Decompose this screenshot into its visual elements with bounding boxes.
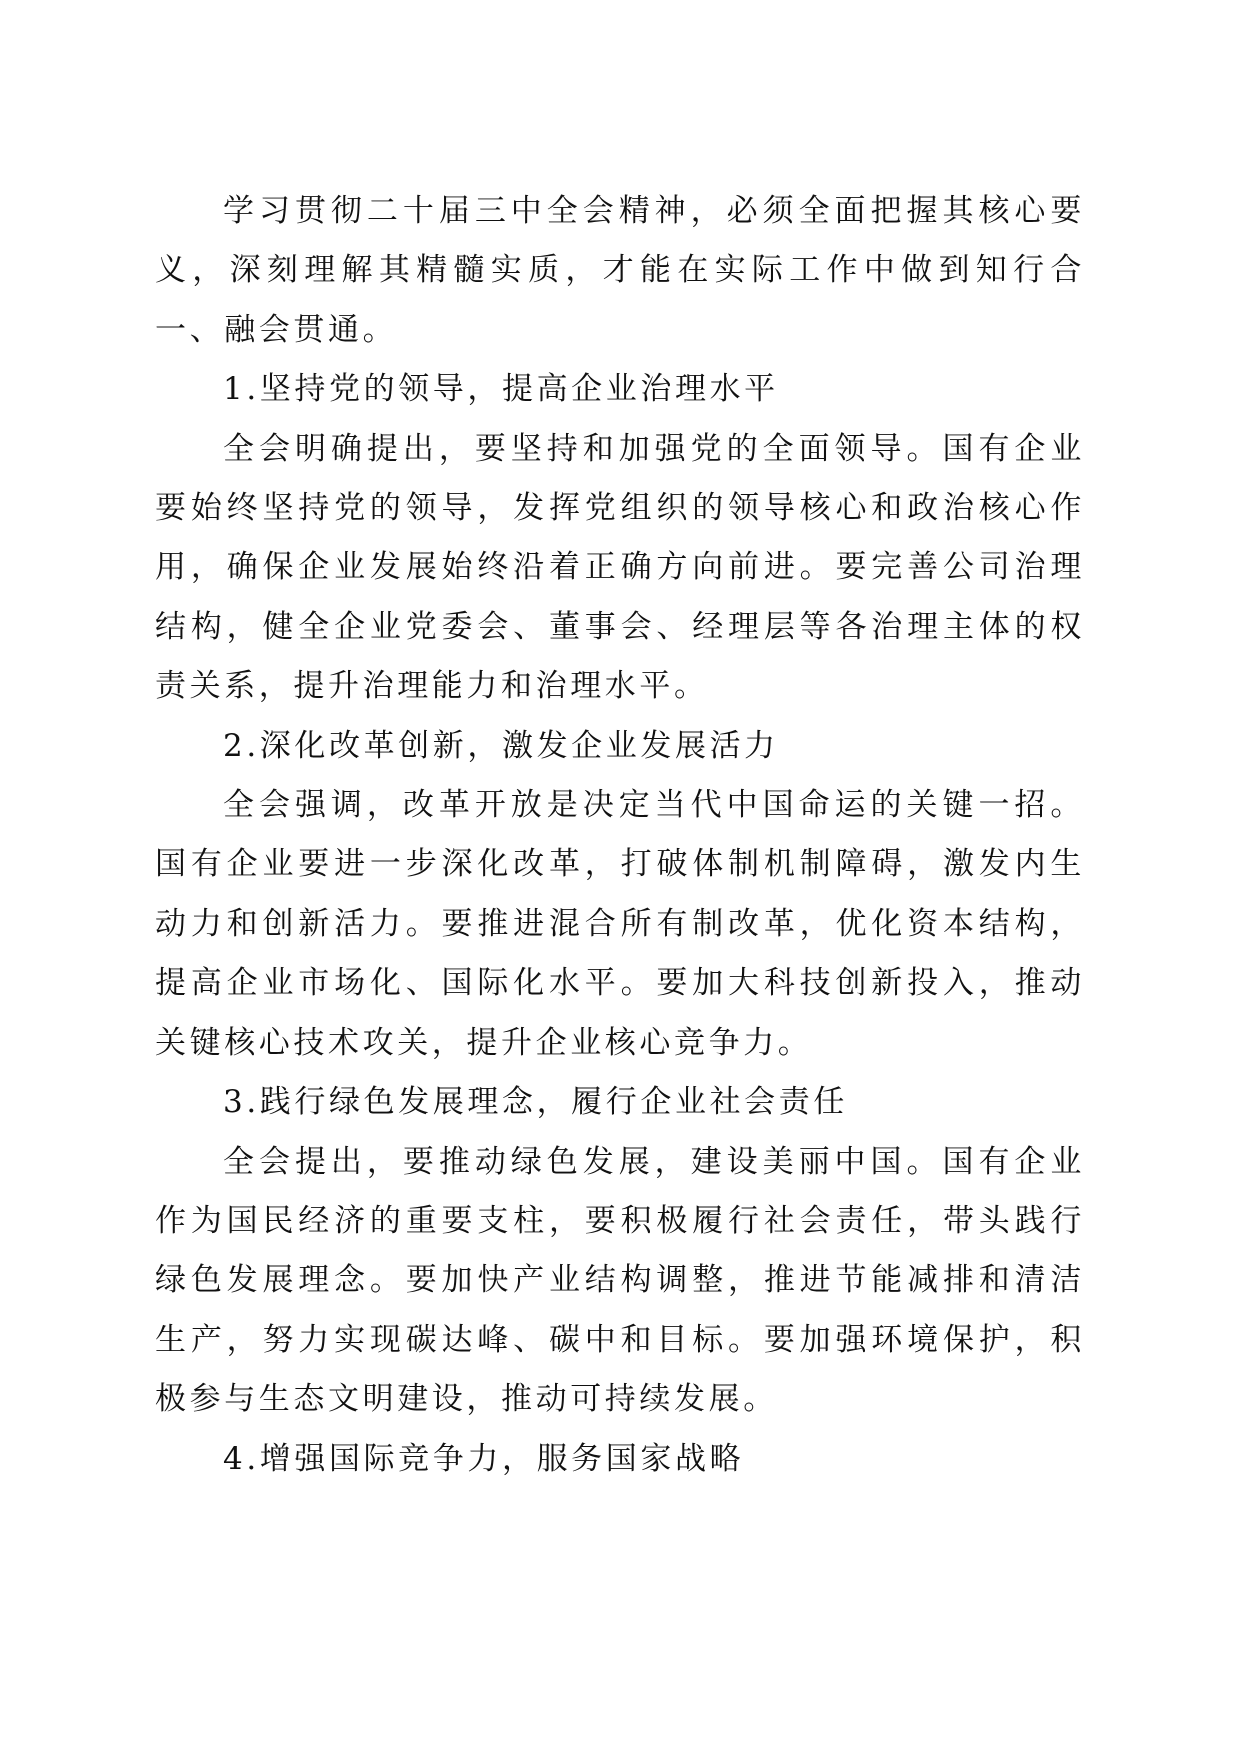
section-paragraph-2: 全会强调，改革开放是决定当代中国命运的关键一招。国有企业要进一步深化改革，打破体制机制障碍，激发内生动力和创新活力。要推进混合所有制改革，优化资本结构，提高企业市场化、国际化水平。要加大科技创新投入，推动关键核心技术攻关，提升企业核心竞争力。 bbox=[155, 787, 1085, 1061]
section-heading-3: 3.践行绿色发展理念，履行企业社会责任 bbox=[223, 1084, 848, 1121]
section-paragraph-3: 全会提出，要推动绿色发展，建设美丽中国。国有企业作为国民经济的重要支柱，要积极履行社会责任，带头践行绿色发展理念。要加快产业结构调整，推进节能减排和清洁生产，努力实现碳达峰、碳中和目标。要加强环境保护，积极参与生态文明建设，推动可持续发展。 bbox=[155, 1143, 1085, 1418]
document-body bbox=[155, 182, 1085, 1489]
section-heading-4: 4.增强国际竞争力，服务国家战略 bbox=[223, 1440, 745, 1477]
intro-paragraph: 学习贯彻二十届三中全会精神，必须全面把握其核心要义，深刻理解其精髓实质，才能在实际工作中做到知行合一、融会贯通。 bbox=[155, 193, 1085, 348]
section-paragraph-1: 全会明确提出，要坚持和加强党的全面领导。国有企业要始终坚持党的领导，发挥党组织的领导核心和政治核心作用，确保企业发展始终沿着正确方向前进。要完善公司治理结构，健全企业党委会、董事会、经理层等各治理主体的权责关系，提升治理能力和治理水平。 bbox=[155, 430, 1085, 705]
section-heading-1: 1.坚持党的领导，提高企业治理水平 bbox=[223, 371, 779, 408]
section-heading-2: 2.深化改革创新，激发企业发展活力 bbox=[223, 727, 779, 764]
